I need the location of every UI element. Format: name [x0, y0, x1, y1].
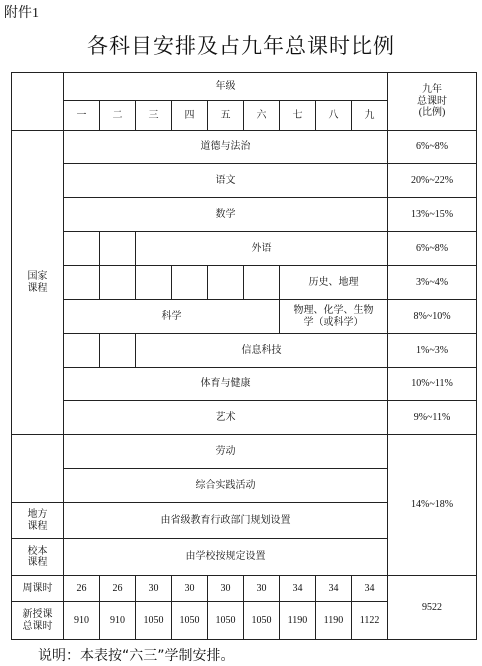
local-curriculum-label	[12, 503, 64, 539]
new-hours-grade-1: 910	[64, 602, 100, 640]
new-hours-grade-2: 910	[100, 602, 136, 640]
subject-information-technology: 信息科技	[136, 334, 388, 368]
local-label-line2: 课程	[27, 520, 48, 532]
empty-cell	[100, 232, 136, 266]
phys-chem-bio-line1: 物理、化学、生物	[293, 305, 374, 316]
total-header-line3: (比例)	[418, 107, 446, 119]
weekly-hours-label: 周课时	[12, 576, 64, 602]
new-hours-label	[12, 602, 64, 640]
subject-science: 科学	[64, 300, 280, 334]
ratio-information-technology: 1%~3%	[388, 334, 477, 368]
new-hours-grade-5: 1050	[208, 602, 244, 640]
weekly-hours-grade-6: 30	[244, 576, 280, 602]
new-hours-total: 9522	[388, 576, 477, 640]
school-curriculum-label	[12, 539, 64, 576]
weekly-hours-grade-1: 26	[64, 576, 100, 602]
empty-cell	[64, 334, 100, 368]
national-curriculum-label	[12, 131, 64, 435]
weekly-hours-grade-8: 34	[316, 576, 352, 602]
ratio-history-geography: 3%~4%	[388, 266, 477, 300]
ratio-art: 9%~11%	[388, 401, 477, 435]
subject-math: 数学	[64, 198, 388, 232]
curriculum-table	[11, 72, 477, 640]
weekly-hours-grade-2: 26	[100, 576, 136, 602]
subject-foreign-language: 外语	[136, 232, 388, 266]
footnote: 说明：本表按“六三”学制安排。	[38, 648, 235, 664]
weekly-hours-grade-3: 30	[136, 576, 172, 602]
school-label-line1: 校本	[27, 545, 48, 557]
phys-chem-bio-line2: 学（或科学）	[303, 316, 364, 328]
empty-cell	[100, 266, 136, 300]
new-hours-grade-7: 1190	[280, 602, 316, 640]
subject-chinese: 语文	[64, 164, 388, 198]
grade-header: 年级	[64, 73, 388, 101]
ratio-combined: 14%~18%	[388, 435, 477, 576]
grade-4: 四	[172, 101, 208, 131]
subject-art: 艺术	[64, 401, 388, 435]
subject-comprehensive-practice: 综合实践活动	[64, 469, 388, 503]
weekly-hours-grade-7: 34	[280, 576, 316, 602]
new-hours-grade-9: 1122	[352, 602, 388, 640]
new-hours-grade-4: 1050	[172, 602, 208, 640]
empty-cell	[64, 266, 100, 300]
total-header-line2: 总课时	[417, 95, 448, 107]
weekly-hours-grade-4: 30	[172, 576, 208, 602]
subject-labor: 劳动	[64, 435, 388, 469]
empty-cell	[64, 232, 100, 266]
local-curriculum-content: 由省级教育行政部门规划设置	[64, 503, 388, 539]
national-label-line2: 课程	[27, 282, 48, 294]
ratio-science: 8%~10%	[388, 300, 477, 334]
new-hours-grade-3: 1050	[136, 602, 172, 640]
empty-cell	[136, 266, 172, 300]
school-curriculum-content: 由学校按规定设置	[64, 539, 388, 576]
label-spacer	[12, 435, 64, 503]
new-hours-label-line2: 总课时	[22, 620, 53, 632]
empty-cell	[100, 334, 136, 368]
weekly-hours-grade-5: 30	[208, 576, 244, 602]
subject-morality: 道德与法治	[64, 131, 388, 164]
grade-8: 八	[316, 101, 352, 131]
subject-pe-health: 体育与健康	[64, 368, 388, 401]
grade-6: 六	[244, 101, 280, 131]
ratio-foreign-language: 6%~8%	[388, 232, 477, 266]
new-hours-grade-6: 1050	[244, 602, 280, 640]
ratio-morality: 6%~8%	[388, 131, 477, 164]
grade-2: 二	[100, 101, 136, 131]
local-label-line1: 地方	[27, 509, 48, 520]
subject-history-geography: 历史、地理	[280, 266, 388, 300]
total-header	[388, 73, 477, 131]
grade-7: 七	[280, 101, 316, 131]
ratio-math: 13%~15%	[388, 198, 477, 232]
empty-cell	[172, 266, 208, 300]
corner-cell	[12, 73, 64, 131]
grade-1: 一	[64, 101, 100, 131]
new-hours-label-line1: 新授课	[22, 609, 53, 620]
grade-3: 三	[136, 101, 172, 131]
weekly-hours-grade-9: 34	[352, 576, 388, 602]
new-hours-grade-8: 1190	[316, 602, 352, 640]
grade-9: 九	[352, 101, 388, 131]
subject-physics-chemistry-biology	[280, 300, 388, 334]
ratio-pe-health: 10%~11%	[388, 368, 477, 401]
annex-label: 附件1	[4, 6, 39, 21]
empty-cell	[208, 266, 244, 300]
national-label-line1: 国家	[27, 271, 48, 282]
ratio-chinese: 20%~22%	[388, 164, 477, 198]
page-title: 各科目安排及占九年总课时比例	[87, 34, 395, 58]
empty-cell	[244, 266, 280, 300]
grade-5: 五	[208, 101, 244, 131]
total-header-line1: 九年	[422, 84, 443, 96]
school-label-line2: 课程	[27, 557, 48, 568]
